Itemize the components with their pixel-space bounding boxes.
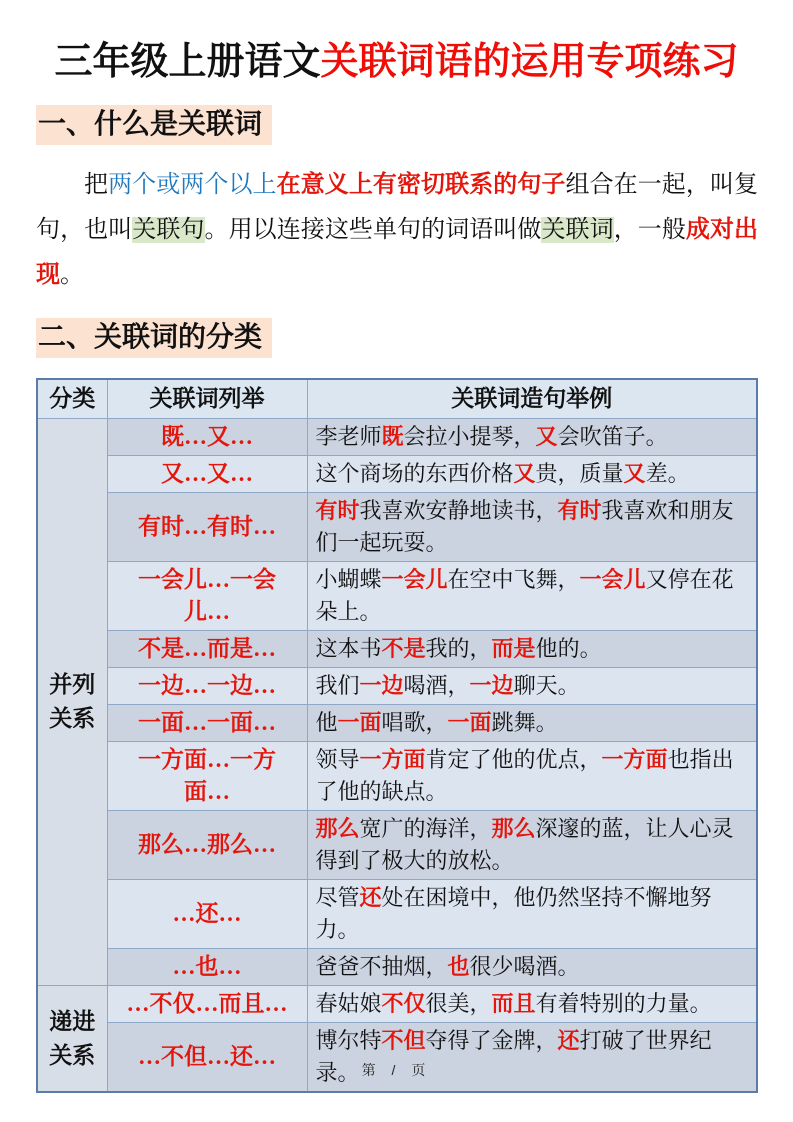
- text-segment: 组合在一起，叫复句，也叫: [36, 172, 759, 243]
- text-segment: 我们: [315, 673, 360, 698]
- example-cell: [307, 705, 757, 742]
- conjunction-table: [36, 378, 758, 1093]
- text-segment: 这本书: [315, 636, 382, 661]
- text-segment: 处在困境中，他仍然坚持不懈地努力。: [315, 885, 712, 942]
- text-segment: 爸爸不抽烟，: [315, 954, 448, 979]
- category-cell: 递进关系: [37, 986, 107, 1093]
- text-segment: 关联词: [541, 217, 614, 243]
- header-example: 关联词造句举例: [307, 379, 757, 419]
- pattern-cell: 既…又…: [107, 419, 307, 456]
- example-cell: [307, 811, 757, 880]
- category-cell: 并列关系: [37, 419, 107, 986]
- pattern-cell: …还…: [107, 880, 307, 949]
- text-segment: 一方面: [359, 747, 426, 772]
- pattern-cell: …也…: [107, 949, 307, 986]
- example-cell: [307, 631, 757, 668]
- text-segment: 又停在花朵上。: [315, 567, 734, 624]
- page-footer: 第 / 页: [361, 1062, 432, 1078]
- text-segment: 把: [84, 172, 109, 198]
- text-segment: 会吹笛子。: [557, 424, 668, 449]
- text-segment: 还: [359, 885, 382, 910]
- table-row: [37, 1023, 757, 1093]
- text-segment: ，一般: [613, 217, 686, 243]
- pattern-cell: 又…又…: [107, 456, 307, 493]
- example-cell: [307, 880, 757, 949]
- page-title-red: 关联词语的运用专项练习: [320, 41, 739, 83]
- text-segment: 一面: [337, 710, 382, 735]
- section-2-heading: 二、关联词的分类: [36, 318, 272, 358]
- text-segment: 尽管: [315, 885, 360, 910]
- text-segment: 我喜欢安静地读书，: [359, 498, 558, 523]
- text-segment: 一会儿: [381, 567, 448, 592]
- table-row: [37, 493, 757, 562]
- text-segment: 很少喝酒。: [469, 954, 580, 979]
- table-row: [37, 668, 757, 705]
- text-segment: 差。: [645, 461, 690, 486]
- pattern-cell: …不但…还…: [107, 1023, 307, 1093]
- text-segment: 在意义上有密切联系的句子: [276, 172, 566, 198]
- text-segment: 一方面: [601, 747, 668, 772]
- text-segment: 。: [60, 262, 84, 288]
- page-title-black: 三年级上册语文: [54, 41, 321, 83]
- pattern-cell: 一方面…一方面…: [107, 742, 307, 811]
- pattern-cell: 不是…而是…: [107, 631, 307, 668]
- pattern-cell: 有时…有时…: [107, 493, 307, 562]
- text-segment: 那么: [315, 816, 360, 841]
- text-segment: 也: [447, 954, 470, 979]
- text-segment: 他: [315, 710, 338, 735]
- text-segment: 夺得了金牌，: [425, 1028, 558, 1053]
- pattern-cell: 一会儿…一会儿…: [107, 562, 307, 631]
- text-segment: 关联句: [132, 217, 205, 243]
- example-cell: [307, 456, 757, 493]
- text-segment: 成对出现: [36, 217, 759, 288]
- text-segment: 一边: [469, 673, 514, 698]
- text-segment: 跳舞。: [491, 710, 558, 735]
- text-segment: 两个或两个以上: [108, 172, 277, 198]
- pattern-cell: 那么…那么…: [107, 811, 307, 880]
- text-segment: 打破了世界纪录。: [315, 1028, 712, 1085]
- example-cell: [307, 493, 757, 562]
- text-segment: 有时: [557, 498, 602, 523]
- pattern-cell: …不仅…而且…: [107, 986, 307, 1023]
- text-segment: 而是: [491, 636, 536, 661]
- table-row: [37, 631, 757, 668]
- text-segment: 会拉小提琴，: [403, 424, 536, 449]
- text-segment: 既: [381, 424, 404, 449]
- text-segment: 他的。: [535, 636, 602, 661]
- text-segment: 博尔特: [315, 1028, 382, 1053]
- table-row: [37, 986, 757, 1023]
- text-segment: 还: [557, 1028, 580, 1053]
- text-segment: 也指出了他的缺点。: [315, 747, 734, 804]
- text-segment: 又: [623, 461, 646, 486]
- table-row: [37, 742, 757, 811]
- intro-paragraph: [36, 163, 758, 298]
- header-pattern: 关联词列举: [107, 379, 307, 419]
- text-segment: 春姑娘: [315, 991, 382, 1016]
- text-segment: 宽广的海洋，: [359, 816, 492, 841]
- example-cell: [307, 949, 757, 986]
- text-segment: 那么: [491, 816, 536, 841]
- pattern-cell: 一面…一面…: [107, 705, 307, 742]
- table-row: [37, 880, 757, 949]
- text-segment: 又: [535, 424, 558, 449]
- text-segment: 不是: [381, 636, 426, 661]
- text-segment: 肯定了他的优点，: [425, 747, 602, 772]
- text-segment: 在空中飞舞，: [447, 567, 580, 592]
- example-cell: [307, 419, 757, 456]
- example-cell: [307, 986, 757, 1023]
- table-body: [37, 419, 757, 1093]
- text-segment: 李老师: [315, 424, 382, 449]
- text-segment: 。用以连接这些单句的词语叫做: [204, 217, 542, 243]
- table-row: [37, 419, 757, 456]
- text-segment: 聊天。: [513, 673, 580, 698]
- pattern-cell: 一边…一边…: [107, 668, 307, 705]
- text-segment: 不仅: [381, 991, 426, 1016]
- example-cell: [307, 668, 757, 705]
- section-1-heading-row: [0, 105, 793, 151]
- text-segment: 有着特别的力量。: [535, 991, 712, 1016]
- text-segment: 深邃的蓝，让人心灵得到了极大的放松。: [315, 816, 734, 873]
- section-1-heading: 一、什么是关联词: [36, 105, 272, 145]
- text-segment: 小蝴蝶: [315, 567, 382, 592]
- section-2-heading-row: [0, 318, 793, 364]
- table-row: [37, 949, 757, 986]
- example-cell: [307, 742, 757, 811]
- text-segment: 一会儿: [579, 567, 646, 592]
- text-segment: 而且: [491, 991, 536, 1016]
- table-header-row: [37, 379, 757, 419]
- example-cell: [307, 562, 757, 631]
- text-segment: 这个商场的东西价格: [315, 461, 514, 486]
- text-segment: 领导: [315, 747, 360, 772]
- table-row: [37, 456, 757, 493]
- text-segment: 不但: [381, 1028, 426, 1053]
- table-row: [37, 562, 757, 631]
- header-category: 分类: [37, 379, 107, 419]
- text-segment: 喝酒，: [403, 673, 470, 698]
- table-row: [37, 811, 757, 880]
- page-title: [0, 0, 793, 85]
- text-segment: 我喜欢和朋友们一起玩耍。: [315, 498, 734, 555]
- text-segment: 我的，: [425, 636, 492, 661]
- text-segment: 贵，质量: [535, 461, 624, 486]
- example-cell: [307, 1023, 757, 1093]
- text-segment: 唱歌，: [381, 710, 448, 735]
- text-segment: 一面: [447, 710, 492, 735]
- text-segment: 一边: [359, 673, 404, 698]
- text-segment: 很美，: [425, 991, 492, 1016]
- text-segment: 又: [513, 461, 536, 486]
- table-row: [37, 705, 757, 742]
- text-segment: 有时: [315, 498, 360, 523]
